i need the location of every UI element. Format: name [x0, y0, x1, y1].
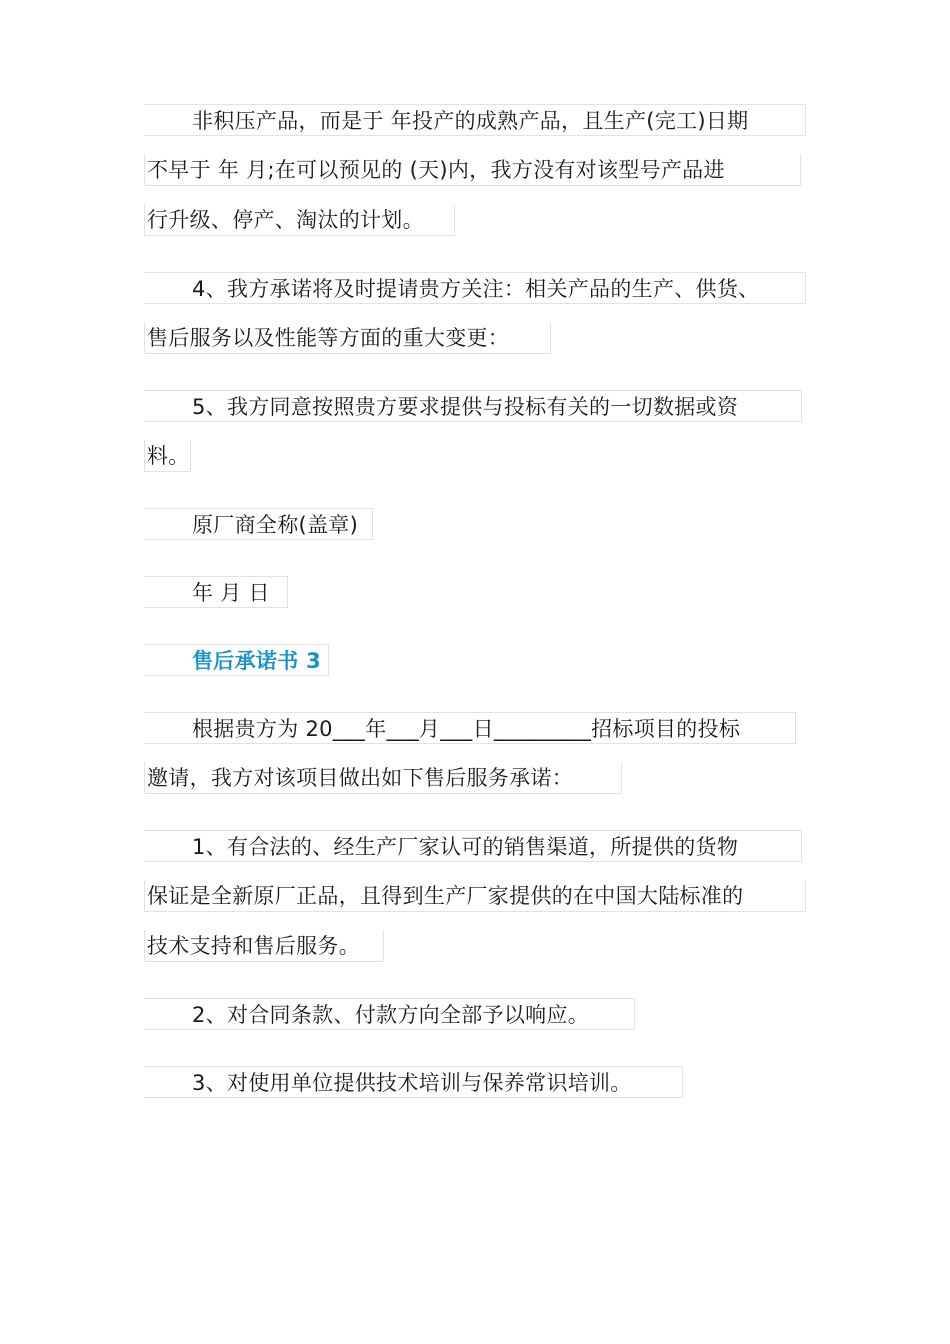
paragraph-line: 根据贵方为 20___年___月___日_________招标项目的投标: [144, 712, 796, 744]
date-line: 年 月 日: [144, 576, 288, 608]
paragraph-line: 非积压产品，而是于 年投产的成熟产品，且生产(完工)日期: [144, 104, 806, 136]
signature-label: 原厂商全称(盖章): [144, 508, 373, 540]
paragraph-line: 技术支持和售后服务。: [144, 930, 384, 962]
paragraph-line: 保证是全新原厂正品，且得到生产厂家提供的在中国大陆标准的: [144, 880, 806, 912]
paragraph-line: 行升级、停产、淘汰的计划。: [144, 204, 455, 236]
paragraph-line: 不早于 年 月;在可以预见的 (天)内，我方没有对该型号产品进: [144, 154, 801, 186]
paragraph-line: 2、对合同条款、付款方向全部予以响应。: [144, 998, 635, 1030]
paragraph-line: 邀请，我方对该项目做出如下售后服务承诺：: [144, 762, 622, 794]
paragraph-line: 4、我方承诺将及时提请贵方关注：相关产品的生产、供货、: [144, 272, 806, 304]
paragraph-line: 料。: [144, 440, 191, 472]
paragraph-line: 3、对使用单位提供技术培训与保养常识培训。: [144, 1066, 683, 1098]
section-heading: 售后承诺书 3: [144, 644, 329, 676]
paragraph-line: 售后服务以及性能等方面的重大变更：: [144, 322, 551, 354]
paragraph-line: 1、有合法的、经生产厂家认可的销售渠道，所提供的货物: [144, 830, 802, 862]
paragraph-line: 5、我方同意按照贵方要求提供与投标有关的一切数据或资: [144, 390, 802, 422]
